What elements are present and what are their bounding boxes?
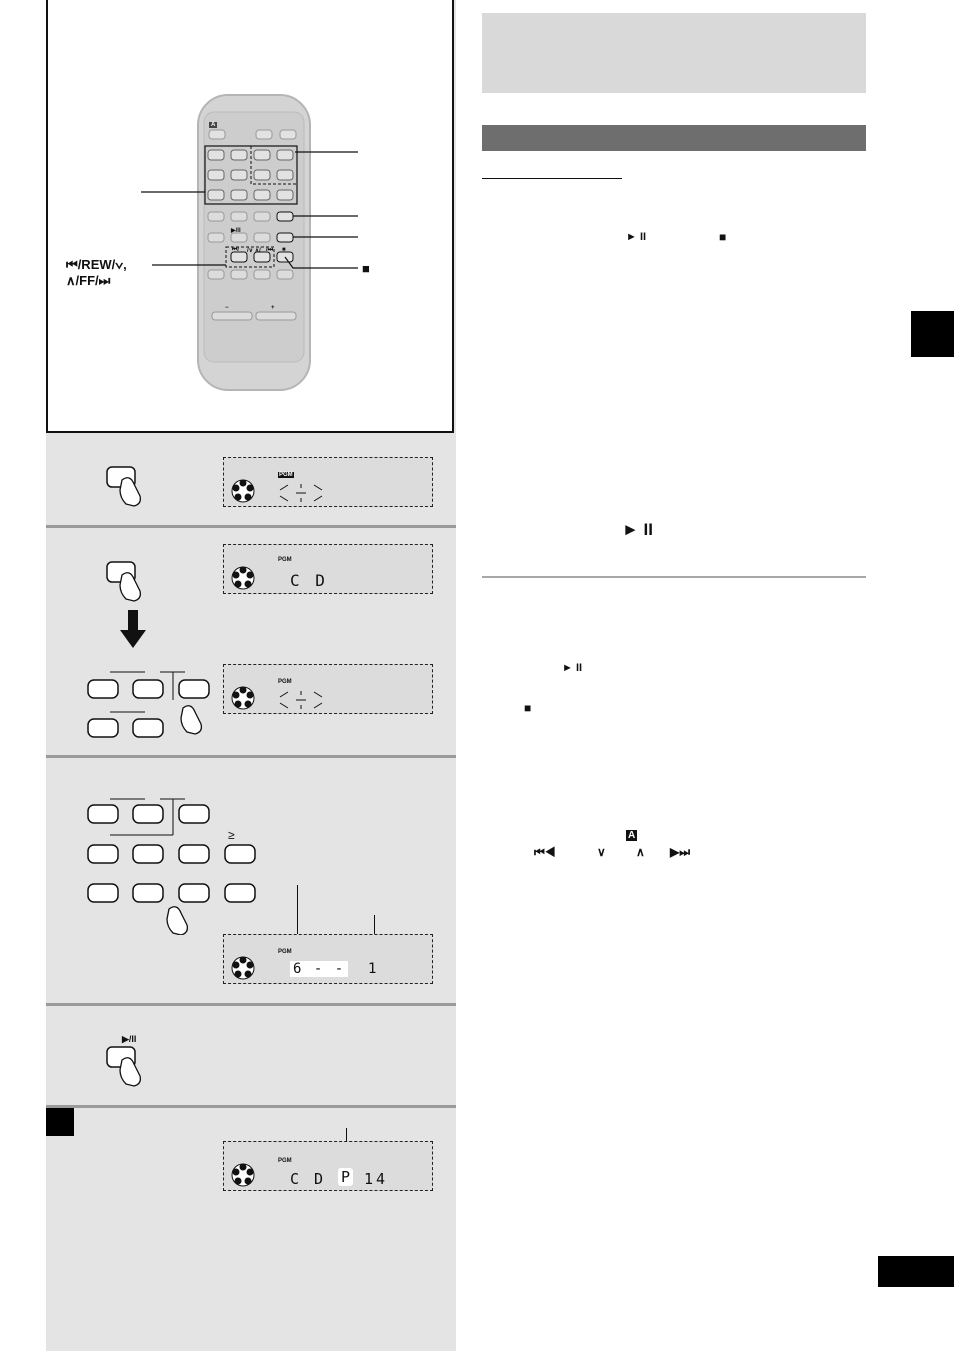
- blinking-dashes: [278, 482, 328, 504]
- pgm-indicator: PGM: [278, 1158, 292, 1164]
- remote-stop-label: ■: [282, 247, 286, 253]
- program-number: 14: [364, 1170, 389, 1188]
- display-panel-5: [223, 1141, 433, 1191]
- remote-skip-back-label: ⏮/: [232, 247, 240, 253]
- stop-symbol-2: ■: [524, 701, 532, 715]
- remote-plus-label: +: [271, 305, 275, 311]
- play-pause-label: ▶/II: [122, 1034, 137, 1044]
- title-box: [482, 13, 866, 93]
- press-button-illustration: [100, 555, 160, 605]
- disc-icon: [230, 955, 256, 981]
- down-arrow-icon: [118, 610, 148, 650]
- track-number: 1: [368, 961, 377, 977]
- remote-play-pause-label: ▶/II: [231, 228, 241, 234]
- remote-panel: [46, 0, 454, 433]
- skip-forward-symbol: ▶⏭: [670, 845, 691, 859]
- display-panel-2: [223, 544, 433, 594]
- track-sequence: 6 - -: [290, 961, 348, 977]
- remote-illustration: [48, 0, 454, 431]
- section-a-marker: [46, 1108, 74, 1136]
- play-pause-symbol-large: ► II: [622, 520, 653, 539]
- program-letter: P: [338, 1168, 353, 1186]
- cd-text: C D: [290, 571, 328, 590]
- step-separator: [46, 1105, 456, 1108]
- display-panel-4: [223, 934, 433, 984]
- pgm-indicator: PGM: [279, 472, 293, 478]
- ff-skip-label: ∧/FF/⏭: [66, 273, 111, 288]
- play-pause-symbol-2: ► II: [562, 662, 583, 674]
- skip-rew-label: ⏮/REW/∨,: [66, 257, 127, 272]
- stop-symbol: ■: [719, 230, 727, 244]
- disc-icon: [230, 685, 256, 711]
- disc-icon: [230, 478, 256, 504]
- step-separator: [46, 755, 456, 758]
- remote-a-badge: A: [211, 122, 216, 128]
- pgm-indicator: PGM: [278, 679, 292, 685]
- skip-back-symbol: ⏮◀: [534, 845, 556, 859]
- section-divider: [482, 576, 866, 578]
- step-separator: [46, 1003, 456, 1006]
- cd-text: C D: [290, 1170, 327, 1188]
- stop-label: ■: [362, 261, 370, 276]
- page-number-box: [878, 1256, 954, 1287]
- ten-plus-label: ≥: [228, 828, 235, 842]
- a-badge: A: [628, 830, 636, 841]
- disc-icon: [230, 565, 256, 591]
- press-button-illustration: [100, 460, 160, 510]
- down-symbol: ∨: [597, 845, 606, 859]
- remote-skip-fwd-label: /⏭: [266, 247, 274, 253]
- number-buttons-illustration: [85, 668, 215, 743]
- remote-down-up-label: /∨ ∧/: [247, 248, 261, 254]
- play-pause-symbol: ► II: [626, 231, 647, 243]
- disc-icon: [230, 1162, 256, 1188]
- subheading-underline: [482, 178, 622, 179]
- pgm-indicator: PGM: [278, 557, 292, 563]
- press-play-illustration: [100, 1040, 160, 1090]
- display-panel-1: [223, 457, 433, 507]
- display-panel-3: [223, 664, 433, 714]
- up-symbol: ∧: [636, 845, 645, 859]
- remote-minus-label: −: [225, 305, 229, 311]
- chapter-tab: [911, 311, 954, 357]
- section-heading-bar: [482, 125, 866, 151]
- keypad-illustration: [85, 795, 265, 935]
- step-separator: [46, 525, 456, 528]
- pgm-indicator: PGM: [278, 949, 292, 955]
- blinking-dashes: [278, 689, 328, 711]
